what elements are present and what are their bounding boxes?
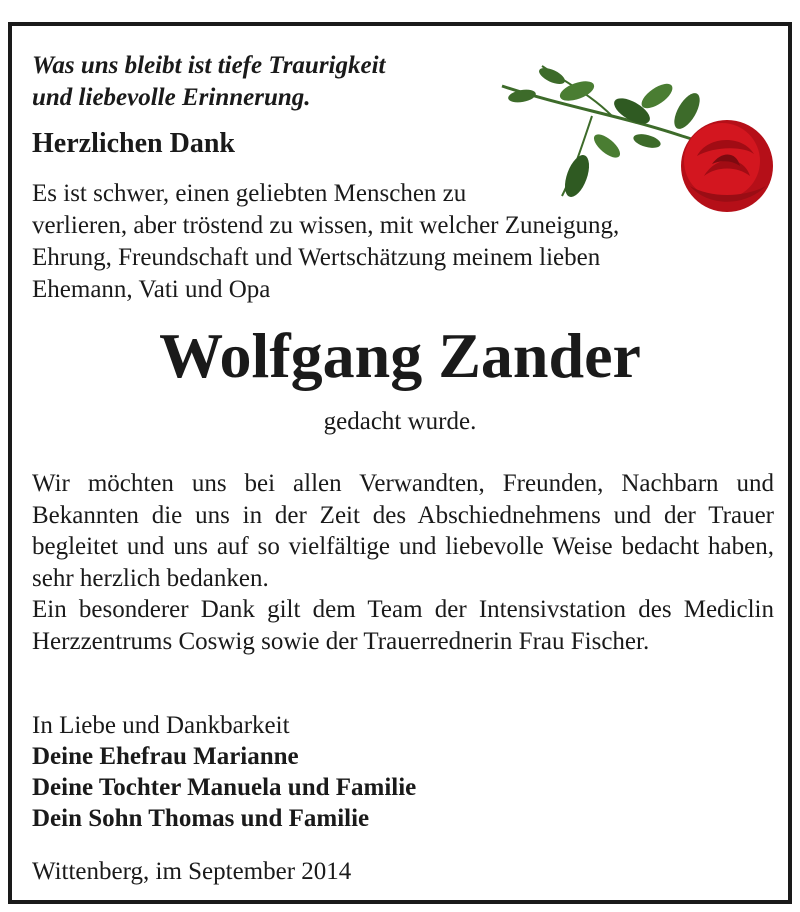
- thanks-paragraph-2: Ein besonderer Dank gilt dem Team der Intensivstation des Mediclin Herzzentrums Coswig sowie der Trauerrednerin Frau Fischer.: [32, 596, 774, 655]
- intro-text: [32, 178, 752, 306]
- obituary-frame: [8, 22, 792, 904]
- thanks-text: [32, 468, 774, 657]
- heading: Herzlichen Dank: [32, 128, 235, 159]
- remembered-text: gedacht wurde.: [323, 408, 477, 435]
- thanks-paragraph-1: Wir möchten uns bei allen Verwandten, Freunden, Nachbarn und Bekannten die uns in der Zeit des Abschiednehmens und der Trauer begleitet und uns auf so vielfältige und liebevolle Weise bedacht haben, sehr herzlich bedanken.: [32, 470, 774, 592]
- family-member-son: Dein Sohn Thomas und Familie: [32, 805, 370, 832]
- motto-line-2: und liebevolle Erinnerung.: [32, 84, 311, 111]
- intro-line-2: verlieren, aber tröstend zu wissen, mit welcher Zuneigung,: [32, 212, 620, 239]
- motto: [32, 50, 386, 114]
- signoff-intro: In Liebe und Dankbarkeit: [32, 712, 290, 739]
- intro-line-4: Ehemann, Vati und Opa: [32, 276, 271, 303]
- intro-line-3: Ehrung, Freundschaft und Wertschätzung meinem lieben: [32, 244, 601, 271]
- motto-line-1: Was uns bleibt ist tiefe Traurigkeit: [32, 52, 386, 79]
- signoff: [32, 710, 772, 834]
- deceased-name: Wolfgang Zander: [159, 320, 641, 391]
- place-date: Wittenberg, im September 2014: [32, 858, 352, 885]
- intro-line-1: Es ist schwer, einen geliebten Menschen zu: [32, 180, 467, 207]
- family-member-daughter: Deine Tochter Manuela und Familie: [32, 774, 417, 801]
- family-member-wife: Deine Ehefrau Marianne: [32, 743, 299, 770]
